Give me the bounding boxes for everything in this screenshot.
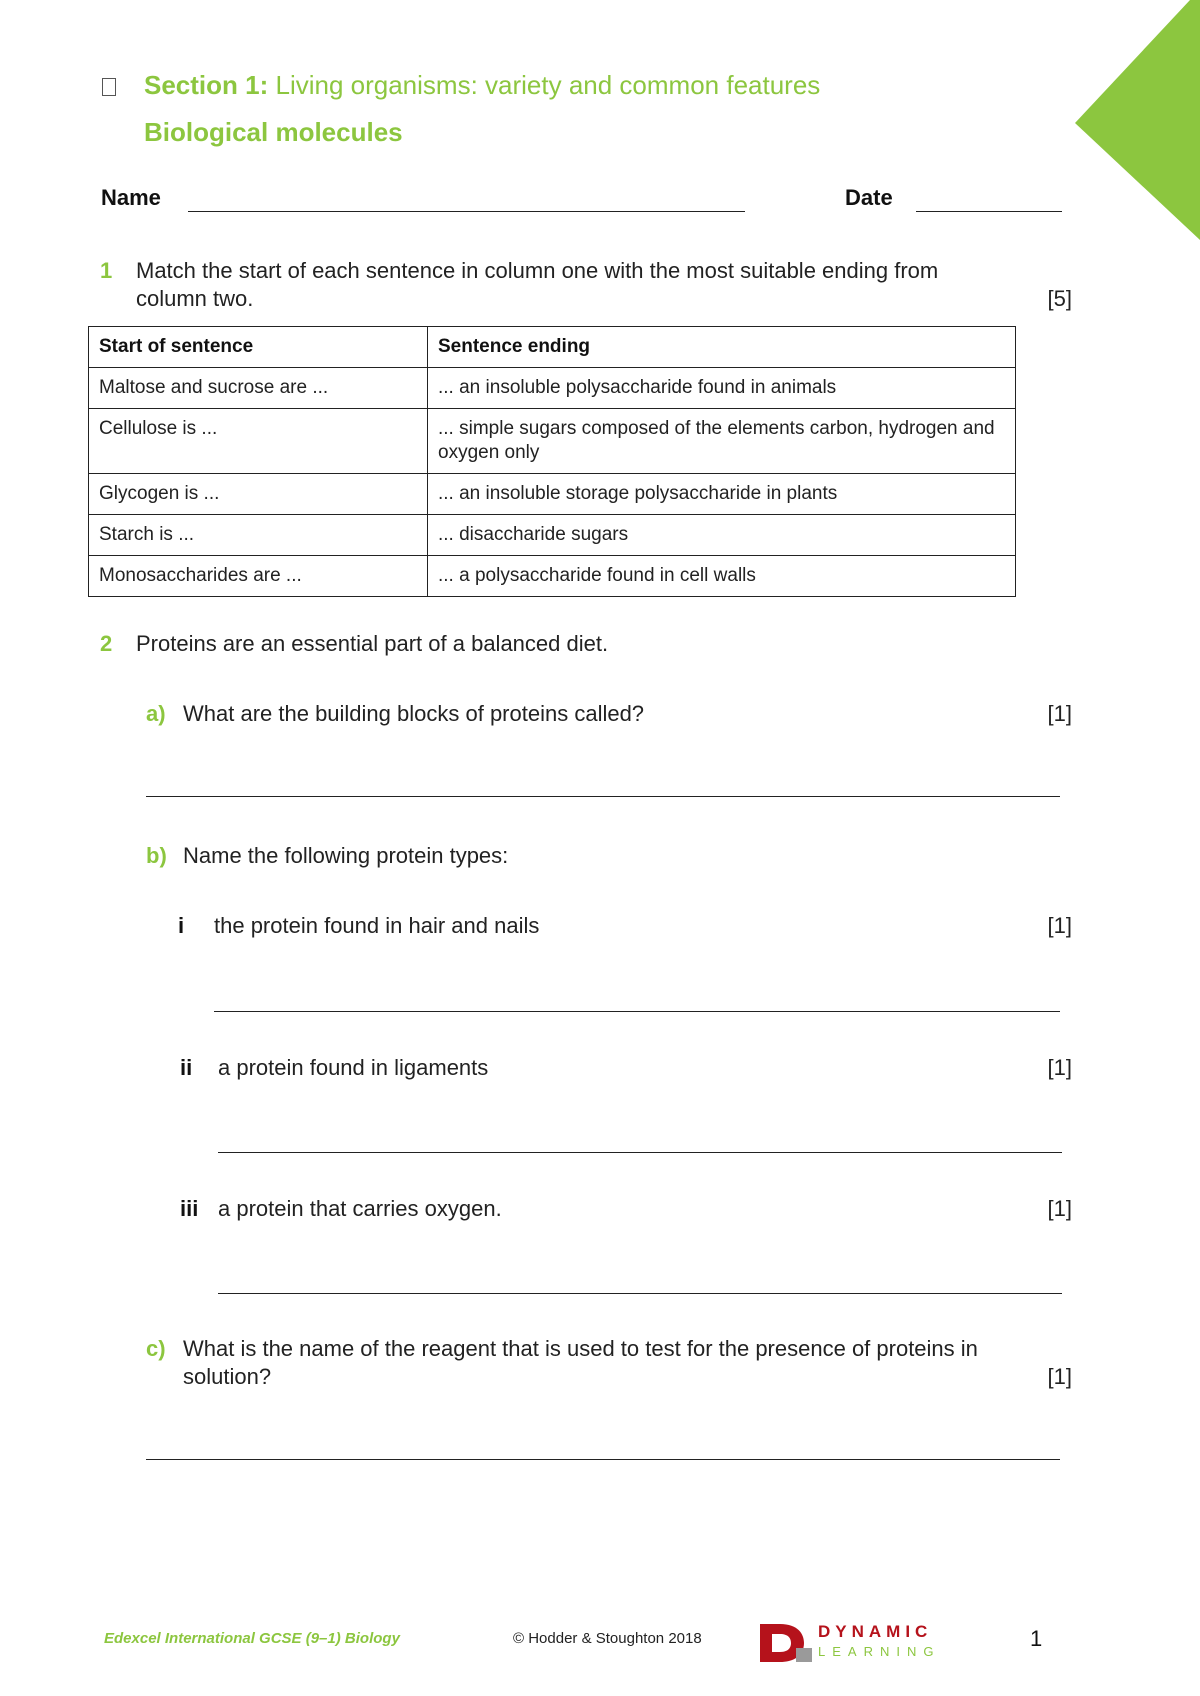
table-header: Start of sentence bbox=[89, 327, 428, 368]
logo-text-learning: LEARNING bbox=[818, 1644, 941, 1659]
corner-decoration bbox=[1060, 0, 1200, 250]
q2b-iii-answer-line[interactable] bbox=[218, 1267, 1062, 1294]
table-row bbox=[89, 368, 1016, 409]
q1-text-line1: Match the start of each sentence in column one with the most suitable ending from bbox=[136, 258, 939, 283]
table-row bbox=[89, 409, 1016, 474]
table-cell: Monosaccharides are ... bbox=[89, 556, 428, 597]
page-number: 1 bbox=[1030, 1626, 1043, 1651]
name-label: Name bbox=[101, 185, 161, 210]
table-row bbox=[89, 515, 1016, 556]
q2b-ii-text: a protein found in ligaments bbox=[218, 1055, 489, 1080]
section-title bbox=[144, 70, 820, 101]
q2a-text: What are the building blocks of proteins called? bbox=[183, 701, 645, 726]
q2c-label: c) bbox=[146, 1336, 166, 1361]
q2a-marks: [1] bbox=[1047, 701, 1072, 726]
q2c-answer-line[interactable] bbox=[146, 1433, 1060, 1460]
page-subtitle: Biological molecules bbox=[144, 117, 403, 147]
footer-copyright: © Hodder & Stoughton 2018 bbox=[513, 1630, 702, 1647]
dynamic-learning-logo bbox=[758, 1620, 941, 1666]
q2b-ii-marks: [1] bbox=[1047, 1055, 1072, 1080]
footer-course: Edexcel International GCSE (9–1) Biology bbox=[104, 1630, 400, 1647]
q2b-i-answer-line[interactable] bbox=[214, 985, 1060, 1012]
q2-number: 2 bbox=[100, 631, 113, 656]
date-label: Date bbox=[845, 185, 893, 210]
table-cell: Cellulose is ... bbox=[89, 409, 428, 474]
table-row bbox=[89, 556, 1016, 597]
table-cell: ... an insoluble storage polysaccharide in plants bbox=[428, 474, 1016, 515]
q2c-text-line2: solution? bbox=[183, 1364, 272, 1389]
q2b-text: Name the following protein types: bbox=[183, 843, 509, 868]
q2b-i-marks: [1] bbox=[1047, 913, 1072, 938]
q2c-marks: [1] bbox=[1047, 1364, 1072, 1389]
q2b-label: b) bbox=[146, 843, 167, 868]
q2a-answer-line[interactable] bbox=[146, 770, 1060, 797]
name-field[interactable] bbox=[188, 185, 745, 212]
table-header: Sentence ending bbox=[428, 327, 1016, 368]
logo-mark-icon bbox=[758, 1620, 814, 1666]
q2b-i-label: i bbox=[178, 913, 185, 938]
q2b-ii-label: ii bbox=[180, 1055, 193, 1080]
table-cell: ... disaccharide sugars bbox=[428, 515, 1016, 556]
table-cell: ... an insoluble polysaccharide found in animals bbox=[428, 368, 1016, 409]
logo-text-dynamic: DYNAMIC bbox=[818, 1622, 933, 1641]
table-cell: ... simple sugars composed of the elements carbon, hydrogen and oxygen only bbox=[428, 409, 1016, 474]
q1-text-line2: column two. bbox=[136, 286, 254, 311]
document-icon bbox=[102, 78, 116, 96]
q2b-i-text: the protein found in hair and nails bbox=[214, 913, 540, 938]
q2-text: Proteins are an essential part of a balanced diet. bbox=[136, 631, 609, 656]
table-cell: Starch is ... bbox=[89, 515, 428, 556]
q2b-iii-label: iii bbox=[180, 1196, 199, 1221]
q2b-iii-marks: [1] bbox=[1047, 1196, 1072, 1221]
q2b-ii-answer-line[interactable] bbox=[218, 1126, 1062, 1153]
matching-table bbox=[88, 326, 1016, 597]
table-cell: ... a polysaccharide found in cell walls bbox=[428, 556, 1016, 597]
q1-number: 1 bbox=[100, 258, 113, 283]
table-header-row bbox=[89, 327, 1016, 368]
q2a-label: a) bbox=[146, 701, 166, 726]
section-name: Living organisms: variety and common features bbox=[275, 70, 821, 100]
section-label: Section 1: bbox=[144, 70, 269, 100]
q2c-text-line1: What is the name of the reagent that is used to test for the presence of proteins in bbox=[183, 1336, 978, 1361]
q2b-iii-text: a protein that carries oxygen. bbox=[218, 1196, 502, 1221]
table-cell: Maltose and sucrose are ... bbox=[89, 368, 428, 409]
date-field[interactable] bbox=[916, 185, 1062, 212]
table-cell: Glycogen is ... bbox=[89, 474, 428, 515]
table-row bbox=[89, 474, 1016, 515]
q1-marks: [5] bbox=[1047, 286, 1072, 311]
